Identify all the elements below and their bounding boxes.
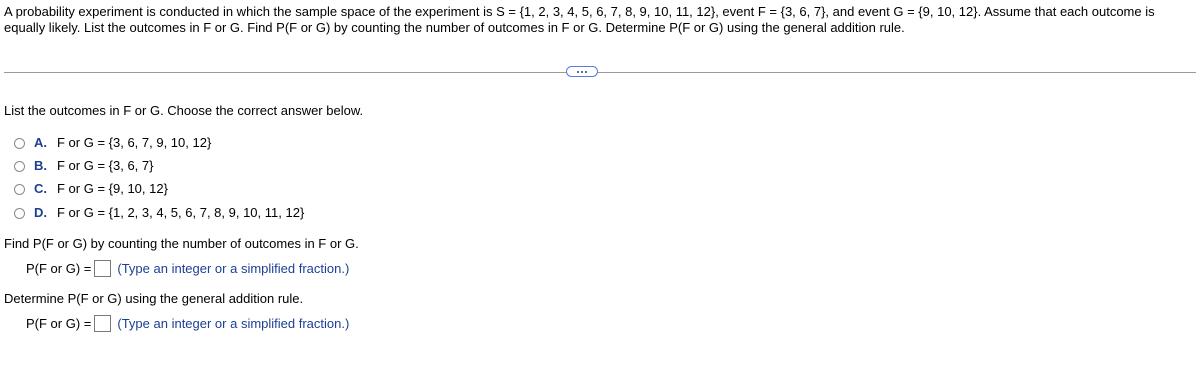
part2-prompt: Find P(F or G) by counting the number of outcomes in F or G. — [4, 236, 359, 251]
option-d[interactable] — [14, 205, 304, 221]
option-a[interactable] — [14, 135, 211, 151]
part2-hint: (Type an integer or a simplified fraction.) — [117, 260, 350, 276]
option-letter: A. — [34, 135, 47, 150]
part3-hint: (Type an integer or a simplified fraction.) — [117, 315, 350, 331]
radio-button-b[interactable] — [14, 161, 25, 172]
option-b[interactable] — [14, 158, 153, 174]
part2-label: P(F or G) = — [26, 260, 92, 276]
option-text: F or G = {3, 6, 7} — [57, 158, 154, 173]
part3-prompt: Determine P(F or G) using the general addition rule. — [4, 291, 304, 306]
more-dots-icon — [577, 71, 587, 73]
radio-button-d[interactable] — [14, 208, 25, 219]
part2-answer-input[interactable] — [94, 260, 111, 277]
question-text: A probability experiment is conducted in which the sample space of the experiment is S = {1, 2, 3, 4, 5, 6, 7, 8, 9, 10, 11, 12}, event F = {3, 6, 7}, and event G = {9, 10, 12}. Assume that each outcome is equally likely. List the outcomes in F or G. Find P(F or G) by counting the number of outcomes in F or G. Determine P(F or G) using the general addition rule. — [4, 4, 1155, 35]
part3-answer-input[interactable] — [94, 315, 111, 332]
part1-prompt: List the outcomes in F or G. Choose the correct answer below. — [4, 103, 364, 118]
option-letter: C. — [34, 181, 47, 196]
option-text: F or G = {3, 6, 7, 9, 10, 12} — [57, 135, 212, 150]
option-text: F or G = {9, 10, 12} — [57, 181, 168, 196]
expand-question-button[interactable] — [566, 66, 598, 77]
option-text: F or G = {1, 2, 3, 4, 5, 6, 7, 8, 9, 10, 11, 12} — [57, 205, 305, 220]
option-letter: D. — [34, 205, 47, 220]
part3-answer-row — [26, 314, 349, 332]
option-letter: B. — [34, 158, 47, 173]
radio-button-a[interactable] — [14, 138, 25, 149]
part3-label: P(F or G) = — [26, 315, 92, 331]
radio-button-c[interactable] — [14, 184, 25, 195]
option-c[interactable] — [14, 181, 168, 197]
part2-answer-row — [26, 259, 349, 277]
section-divider — [4, 72, 1196, 73]
